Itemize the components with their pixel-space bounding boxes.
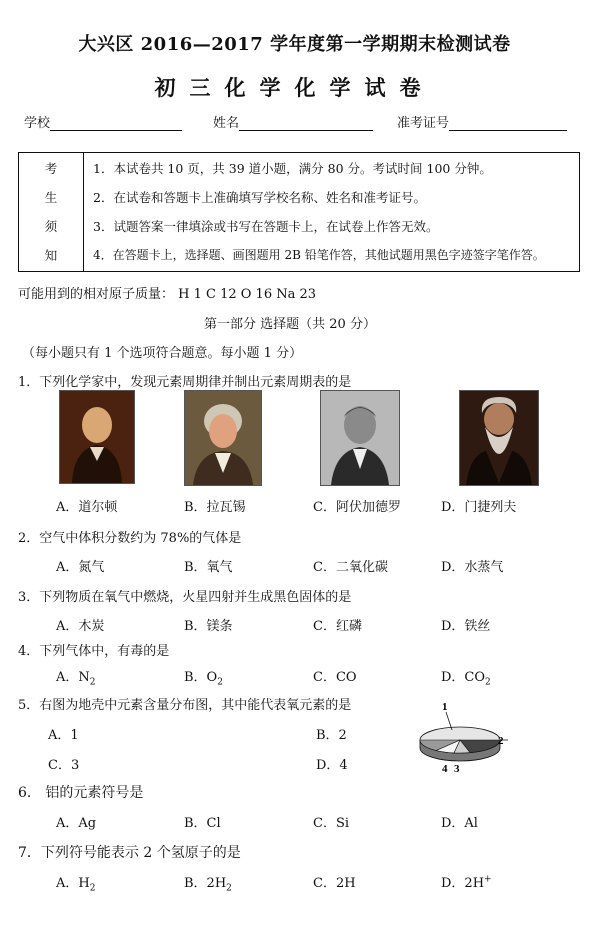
question-stem: 7．下列符号能表示 2 个氢原子的是 — [18, 845, 241, 861]
chart-label-4: 4 — [442, 763, 448, 775]
option-d[interactable]: D．4 — [316, 758, 348, 773]
option-a[interactable]: A．氮气 — [56, 560, 105, 575]
subscript: 2 — [485, 677, 491, 688]
school-blank — [50, 116, 182, 131]
notice-box — [18, 152, 580, 272]
option-text: A．H — [56, 876, 90, 891]
notice-line: 3．试题答案一律填涂或书写在答题卡上，在试卷上作答无效。 — [93, 219, 439, 234]
notice-line: 1．本试卷共 10 页，共 39 道小题，满分 80 分。考试时间 100 分钟。 — [93, 161, 492, 176]
subscript: 2 — [89, 883, 96, 894]
notice-side-char: 生 — [44, 190, 58, 205]
option-b[interactable]: B．镁条 — [184, 619, 233, 634]
superscript: + — [484, 874, 492, 885]
option-text: C．2H — [313, 876, 356, 891]
chart-label-1: 1 — [442, 701, 448, 713]
name-field — [213, 112, 373, 131]
mendeleev-portrait — [459, 390, 539, 486]
chart-label-2: 2 — [498, 735, 504, 747]
option-d[interactable]: D．Al — [441, 816, 478, 831]
option-c[interactable] — [313, 872, 356, 891]
option-c[interactable]: C．二氧化碳 — [313, 560, 388, 575]
school-field — [24, 112, 182, 131]
crust-element-pie-diagram — [412, 700, 512, 778]
subject-title: 初三化学化学试卷 — [154, 75, 435, 100]
exam-no-label: 准考证号 — [397, 116, 450, 131]
question-stem: 4．下列气体中，有毒的是 — [18, 644, 170, 659]
exam-title: 大兴区 2016—2017 学年度第一学期期末检测试卷 — [78, 34, 511, 55]
option-b[interactable] — [184, 872, 232, 894]
option-text: D．CO — [441, 670, 486, 685]
option-b[interactable]: B．2 — [316, 728, 347, 743]
option-text: B．2H — [184, 876, 227, 891]
option-d[interactable] — [441, 872, 492, 891]
option-d[interactable]: D．水蒸气 — [441, 560, 504, 575]
chart-label-3: 3 — [454, 763, 460, 775]
option-a[interactable]: A．道尔顿 — [56, 500, 118, 515]
option-c[interactable]: C．Si — [313, 816, 350, 831]
option-a[interactable] — [56, 666, 96, 688]
atomic-masses: 可能用到的相对原子质量： H 1 C 12 O 16 Na 23 — [18, 287, 317, 302]
notice-line: 2．在试卷和答题卡上准确填写学校名称、姓名和准考证号。 — [93, 190, 426, 205]
avogadro-portrait — [320, 390, 400, 486]
option-c[interactable]: C．红磷 — [313, 619, 362, 634]
exam-no-blank — [449, 116, 567, 131]
option-c[interactable]: C．3 — [48, 758, 80, 773]
question-stem: 5．右图为地壳中元素含量分布图，其中能代表氧元素的是 — [18, 698, 352, 713]
option-a[interactable]: A．1 — [48, 728, 79, 743]
option-d[interactable]: D．铁丝 — [441, 619, 491, 634]
name-label: 姓名 — [213, 116, 240, 131]
option-text: D．2H — [441, 876, 485, 891]
option-b[interactable]: B．Cl — [184, 816, 221, 831]
option-b[interactable]: B．拉瓦锡 — [184, 500, 246, 515]
question-stem: 6． 铝的元素符号是 — [18, 785, 144, 801]
part1-heading: 第一部分 选择题（共 20 分） — [204, 317, 376, 332]
subscript: 2 — [217, 677, 223, 688]
subscript: 2 — [226, 883, 232, 894]
name-blank — [239, 116, 373, 131]
question-stem: 2．空气中体积分数约为 78%的气体是 — [18, 531, 242, 546]
notice-line: 4．在答题卡上，选择题、画图题用 2B 铅笔作答，其他试题用黑色字迹签字笔作答。 — [93, 248, 545, 262]
part1-instruction: （每小题只有 1 个选项符合题意。每小题 1 分） — [22, 346, 303, 361]
option-b[interactable]: B．氧气 — [184, 560, 233, 575]
notice-side — [19, 153, 84, 272]
option-a[interactable]: A．Ag — [56, 816, 97, 831]
option-c[interactable]: C．阿伏加德罗 — [313, 500, 401, 515]
exam-no-field — [397, 112, 567, 131]
option-text: A．N — [56, 670, 90, 685]
question-stem: 1．下列化学家中，发现元素周期律并制出元素周期表的是 — [18, 375, 352, 390]
question-stem: 3．下列物质在氧气中燃烧，火星四射并生成黑色固体的是 — [18, 590, 352, 605]
option-text: B．O — [184, 670, 218, 685]
option-d[interactable]: D．门捷列夫 — [441, 500, 517, 515]
option-a[interactable]: A．木炭 — [56, 619, 105, 634]
option-b[interactable] — [184, 666, 223, 688]
notice-lines — [84, 153, 580, 272]
option-c[interactable] — [313, 666, 357, 685]
lavoisier-portrait — [184, 390, 262, 486]
notice-side-char: 考 — [44, 161, 58, 176]
dalton-portrait — [59, 390, 135, 484]
option-d[interactable] — [441, 666, 491, 688]
option-text: C．CO — [313, 670, 357, 685]
school-label: 学校 — [24, 116, 51, 131]
subscript: 2 — [89, 677, 96, 688]
notice-side-char: 须 — [44, 219, 58, 234]
notice-side-char: 知 — [44, 248, 58, 263]
option-a[interactable] — [56, 872, 95, 894]
